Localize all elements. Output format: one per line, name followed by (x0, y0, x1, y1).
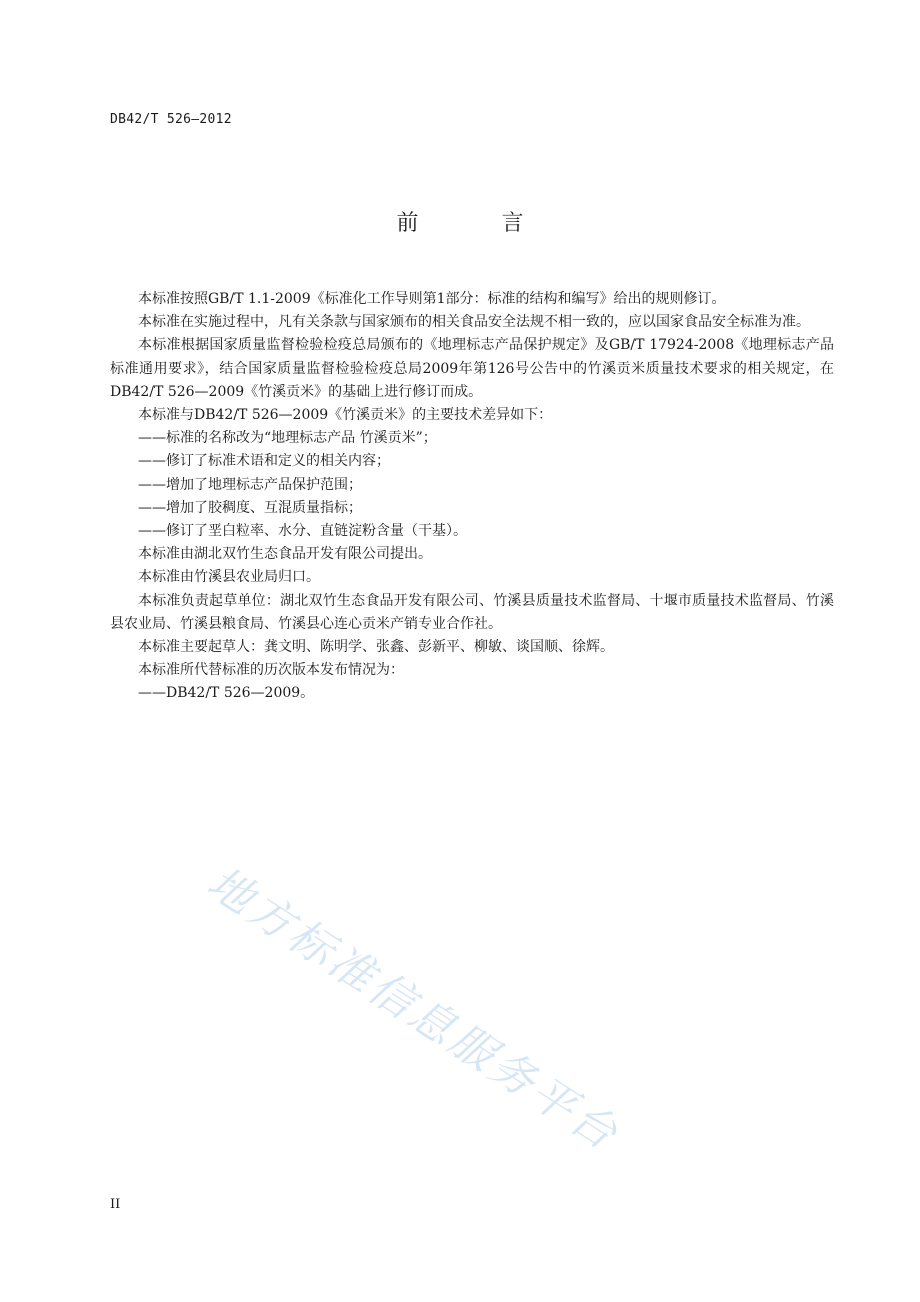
paragraph: 本标准与DB42/T 526—2009《竹溪贡米》的主要技术差异如下： (138, 407, 553, 424)
standard-code: DB42/T 526—2012 (110, 112, 232, 127)
list-item: ——修订了标准术语和定义的相关内容； (138, 453, 390, 470)
page-title: 前 言 (396, 211, 562, 236)
list-item: ——增加了胶稠度、互混质量指标； (138, 499, 362, 516)
page-number: II (110, 1197, 121, 1212)
list-item: ——标准的名称改为“地理标志产品 竹溪贡米”； (138, 430, 437, 447)
watermark: 地方标准信息服务平台 (198, 857, 629, 1162)
list-item: ——增加了地理标志产品保护范围； (138, 476, 362, 493)
list-item: ——修订了垩白粒率、水分、直链淀粉含量（干基）。 (138, 523, 467, 540)
paragraph: 本标准主要起草人：龚文明、陈明学、张鑫、彭新平、柳敏、谈国顺、徐辉。 (138, 639, 614, 656)
foreword-body (110, 288, 834, 706)
paragraph: 本标准按照GB/T 1.1-2009《标准化工作导则第1部分：标准的结构和编写》给出的规则修订。 (138, 291, 726, 307)
paragraph: 本标准所代替标准的历次版本发布情况为： (138, 662, 404, 679)
paragraph: 本标准负责起草单位：湖北双竹生态食品开发有限公司、竹溪县质量技术监督局、十堰市质量技术监督局、竹溪县农业局、竹溪县粮食局、竹溪县心连心贡米产销专业合作社。 (110, 592, 834, 632)
list-item: ——DB42/T 526—2009。 (138, 685, 315, 702)
paragraph: 本标准在实施过程中，凡有关条款与国家颁布的相关食品安全法规不相一致的，应以国家食品安全标准为准。 (138, 314, 810, 331)
paragraph: 本标准由竹溪县农业局归口。 (138, 569, 320, 586)
paragraph: 本标准由湖北双竹生态食品开发有限公司提出。 (138, 546, 432, 563)
paragraph: 本标准根据国家质量监督检验检疫总局颁布的《地理标志产品保护规定》及GB/T 17924-2008《地理标志产品标准通用要求》，结合国家质量监督检验检疫总局2009年第126号公告中的竹溪贡米质量技术要求的相关规定，在DB42/T 526—2009《竹溪贡米》的基础上进行修订而成。 (110, 337, 834, 400)
